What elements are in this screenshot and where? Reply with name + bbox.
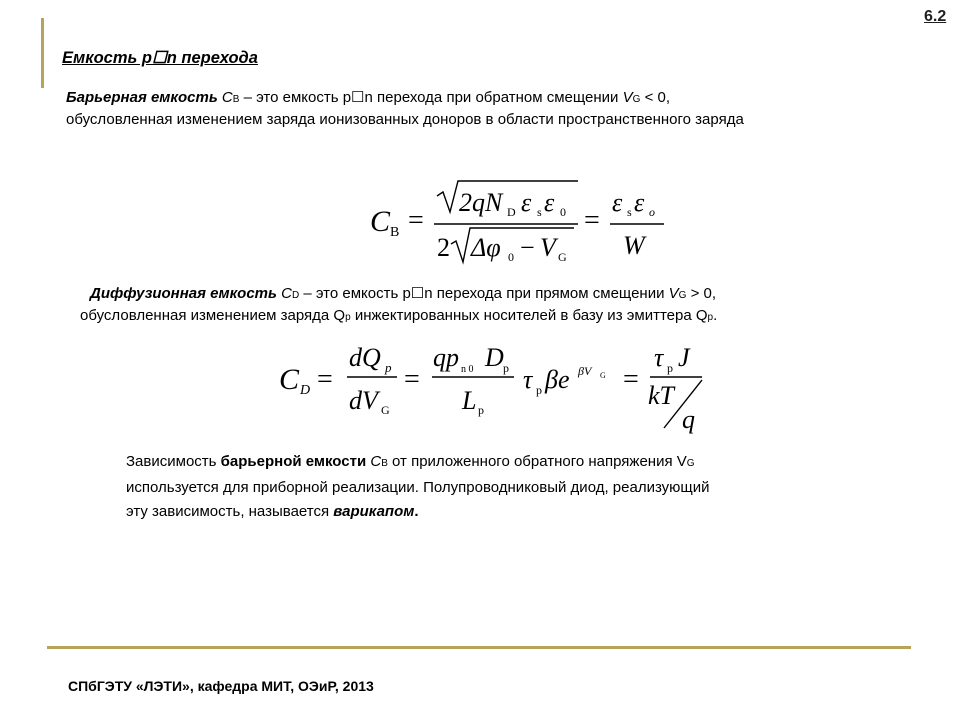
f2-tau-sub: p: [536, 383, 542, 397]
f1-dphi: Δφ: [471, 233, 501, 262]
f2-L: L: [462, 386, 477, 415]
f2-eq2: =: [404, 364, 420, 395]
barrier-text: – это емкость p☐n перехода при обратном смещении: [239, 89, 623, 106]
f2-Dp: D: [485, 343, 504, 372]
qp-subscript-2: p: [707, 312, 714, 323]
varicap-period: .: [414, 503, 419, 520]
f2-G: G: [381, 403, 390, 417]
f1-C: C: [370, 205, 391, 238]
varicap-line-3: [126, 500, 710, 524]
vg-subscript-2: G: [678, 290, 687, 301]
footer-divider: [47, 646, 911, 649]
diffusion-line-2a: обусловленная изменением заряда Q: [80, 307, 346, 324]
barrier-term: Барьерная емкость: [66, 89, 218, 106]
f1-2qN: 2qN: [459, 188, 503, 217]
f1-G: G: [558, 250, 567, 264]
f2-L-sub: p: [478, 403, 484, 417]
f1-eps2: ε: [544, 188, 555, 217]
f1-zero: 0: [560, 205, 566, 219]
cd-symbol: C: [281, 285, 292, 302]
f2-Dp-sub: p: [503, 361, 509, 375]
f1-D: D: [507, 205, 516, 219]
f2-tau2-sub: p: [667, 361, 673, 375]
f1-V: V: [540, 233, 556, 262]
f1-dphi-sub: 0: [508, 250, 514, 264]
f2-beta-e: βe: [545, 365, 570, 394]
diffusion-term: Диффузионная емкость: [90, 285, 277, 302]
f2-D: D: [300, 383, 311, 398]
vg-symbol-2: V: [668, 285, 679, 302]
f1-W: W: [623, 231, 645, 260]
f1-eq1: =: [408, 205, 424, 236]
f1-B: B: [390, 225, 400, 240]
f1-two: 2: [437, 233, 450, 262]
f2-qp: qp: [433, 343, 459, 372]
varicap-bold-term: барьерной емкости: [220, 453, 367, 470]
cb-subscript: B: [232, 94, 240, 105]
diffusion-text: – это емкость p☐n перехода при прямом смещении: [299, 285, 669, 302]
f2-J: J: [678, 343, 690, 372]
diffusion-condition: > 0,: [686, 285, 717, 302]
vg-symbol: V: [622, 89, 633, 106]
cd-subscript: D: [291, 290, 300, 301]
barrier-condition: < 0,: [640, 89, 671, 106]
f2-exponent: βV: [578, 364, 592, 378]
varicap-term: варикапом: [333, 503, 415, 520]
varicap-t1: Зависимость: [126, 453, 221, 470]
f2-n0: n 0: [461, 364, 474, 375]
f1-minus: −: [520, 233, 535, 262]
f2-eq1: =: [317, 364, 333, 395]
f2-kT: kT: [648, 381, 674, 410]
cb-symbol: C: [221, 89, 233, 106]
f2-dV: dV: [349, 386, 378, 415]
f1-eps: ε: [521, 188, 532, 217]
f2-q: q: [682, 405, 695, 434]
varicap-line-1: [126, 450, 710, 476]
f1-o: o: [649, 205, 655, 219]
varicap-vg-sub: G: [686, 458, 695, 469]
f2-tau2: τ: [654, 343, 664, 372]
varicap-line-2: используется для приборной реализации. Полупроводниковый диод, реализующий: [126, 479, 710, 496]
f1-s: s: [537, 205, 542, 219]
varicap-line-3a: эту зависимость, называется: [126, 503, 334, 520]
qp-subscript: p: [345, 312, 351, 323]
varicap-t1d: от приложенного обратного напряжения V: [387, 453, 687, 470]
f1-eps3: ε: [612, 188, 623, 217]
f1-eps-o: ε: [634, 188, 645, 217]
slide-number: 6.2: [924, 8, 947, 25]
f1-eq2: =: [584, 205, 600, 236]
f2-eq3: =: [623, 364, 639, 395]
f2-dQ: dQ: [349, 343, 381, 372]
f2-tau: τ: [523, 365, 533, 394]
varicap-paragraph: [126, 450, 710, 524]
f2-p: p: [385, 360, 392, 375]
diffusion-line-2c: .: [713, 307, 718, 324]
barrier-line-2: обусловленная изменением заряда ионизованных доноров в области пространственного заряда: [66, 111, 744, 128]
footer-text: СПбГЭТУ «ЛЭТИ», кафедра МИТ, ОЭиР, 2013: [68, 678, 374, 694]
f2-exponent-sub: G: [600, 371, 606, 380]
f1-s2: s: [627, 205, 632, 219]
varicap-cb: C: [366, 453, 382, 470]
vg-subscript: G: [632, 94, 641, 105]
f2-C: C: [279, 363, 300, 396]
slide-title: Емкость p☐n перехода: [62, 49, 258, 67]
diffusion-line-2b: инжектированных носителей в базу из эмиттера Q: [350, 307, 708, 324]
varicap-cb-sub: B: [381, 458, 388, 469]
